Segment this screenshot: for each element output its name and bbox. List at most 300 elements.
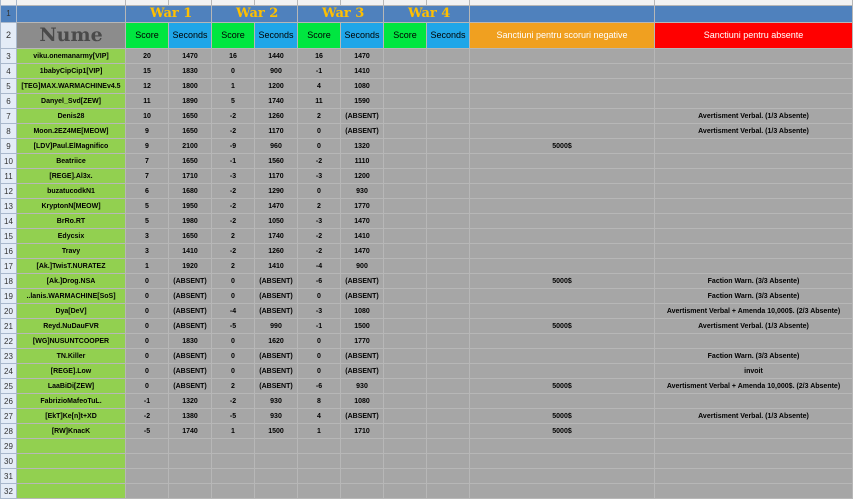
war-2-score-cell[interactable]: -2 — [212, 124, 255, 139]
negative-sanction-cell[interactable] — [470, 124, 655, 139]
war-4-score-cell[interactable] — [384, 289, 427, 304]
negative-sanctions-header[interactable]: Sanctiuni pentru scoruri negative — [470, 23, 655, 49]
war-3-score-cell[interactable]: 1 — [298, 424, 341, 439]
negative-sanction-cell[interactable] — [470, 169, 655, 184]
war-1-seconds-cell[interactable]: 1410 — [169, 244, 212, 259]
war-1-seconds-cell[interactable] — [169, 469, 212, 484]
war-3-seconds-cell[interactable] — [341, 469, 384, 484]
row-number[interactable]: 29 — [1, 439, 17, 454]
player-name-cell[interactable] — [17, 439, 126, 454]
war-1-score-cell[interactable]: 3 — [126, 244, 169, 259]
negative-sanction-cell[interactable] — [470, 439, 655, 454]
war-4-score-cell[interactable] — [384, 229, 427, 244]
war-1-seconds-cell[interactable]: (ABSENT) — [169, 274, 212, 289]
war-1-seconds-cell[interactable]: 1650 — [169, 154, 212, 169]
war-3-score-cell[interactable]: 2 — [298, 109, 341, 124]
war-4-score-cell[interactable] — [384, 94, 427, 109]
war-4-seconds-cell[interactable] — [427, 454, 470, 469]
war-banner-blank[interactable] — [17, 6, 126, 23]
war-1-score-cell[interactable]: 3 — [126, 229, 169, 244]
war-3-score-cell[interactable]: -2 — [298, 244, 341, 259]
war-4-score-cell[interactable] — [384, 439, 427, 454]
row-number[interactable]: 27 — [1, 409, 17, 424]
war-2-score-cell[interactable]: 0 — [212, 334, 255, 349]
war-1-score-cell[interactable] — [126, 454, 169, 469]
war-1-score-cell[interactable]: 0 — [126, 274, 169, 289]
war-4-score-cell[interactable] — [384, 244, 427, 259]
war-4-score-cell[interactable] — [384, 124, 427, 139]
war-4-seconds-cell[interactable] — [427, 424, 470, 439]
war-2-score-cell[interactable]: -5 — [212, 409, 255, 424]
player-name-cell[interactable]: FabrizioMafeoTuL. — [17, 394, 126, 409]
war-4-score-cell[interactable] — [384, 79, 427, 94]
war-3-seconds-cell[interactable]: (ABSENT) — [341, 349, 384, 364]
player-name-cell[interactable]: Travy — [17, 244, 126, 259]
negative-sanction-cell[interactable] — [470, 244, 655, 259]
war-1-seconds-cell[interactable]: (ABSENT) — [169, 379, 212, 394]
absence-sanction-cell[interactable] — [655, 184, 853, 199]
war-4-seconds-header[interactable]: Seconds — [427, 23, 470, 49]
war-3-score-cell[interactable] — [298, 469, 341, 484]
negative-sanction-cell[interactable] — [470, 109, 655, 124]
war-1-score-cell[interactable] — [126, 439, 169, 454]
war-4-score-cell[interactable] — [384, 484, 427, 499]
war-2-seconds-cell[interactable]: 1470 — [255, 199, 298, 214]
war-1-score-cell[interactable]: 0 — [126, 349, 169, 364]
negative-sanction-cell[interactable] — [470, 334, 655, 349]
war-2-seconds-cell[interactable]: 1740 — [255, 94, 298, 109]
war-4-seconds-cell[interactable] — [427, 199, 470, 214]
absence-sanction-cell[interactable]: Avertisment Verbal. (1/3 Absente) — [655, 409, 853, 424]
row-number[interactable]: 19 — [1, 289, 17, 304]
war-3-score-cell[interactable]: -3 — [298, 214, 341, 229]
war-1-score-cell[interactable]: 5 — [126, 214, 169, 229]
war-2-seconds-cell[interactable]: (ABSENT) — [255, 289, 298, 304]
war-3-seconds-cell[interactable]: 930 — [341, 379, 384, 394]
negative-sanction-cell[interactable] — [470, 229, 655, 244]
absence-sanction-cell[interactable]: Avertisment Verbal. (1/3 Absente) — [655, 124, 853, 139]
war-2-score-cell[interactable]: -2 — [212, 244, 255, 259]
war-3-seconds-cell[interactable]: 1080 — [341, 79, 384, 94]
absence-sanction-cell[interactable]: Faction Warn. (3/3 Absente) — [655, 289, 853, 304]
negative-sanction-cell[interactable] — [470, 64, 655, 79]
war-4-score-cell[interactable] — [384, 214, 427, 229]
war-1-seconds-cell[interactable] — [169, 454, 212, 469]
war-1-seconds-cell[interactable]: 2100 — [169, 139, 212, 154]
war-1-score-cell[interactable] — [126, 469, 169, 484]
war-2-seconds-cell[interactable]: 1050 — [255, 214, 298, 229]
war-2-seconds-header[interactable]: Seconds — [255, 23, 298, 49]
absence-sanction-cell[interactable]: Avertisment Verbal. (1/3 Absente) — [655, 319, 853, 334]
war-3-score-cell[interactable] — [298, 454, 341, 469]
player-name-cell[interactable]: [Ak.]Drog.NSA — [17, 274, 126, 289]
war-3-score-cell[interactable] — [298, 439, 341, 454]
player-name-cell[interactable]: KryptonN[MEOW] — [17, 199, 126, 214]
war-2-seconds-cell[interactable]: 1410 — [255, 259, 298, 274]
war-4-score-cell[interactable] — [384, 349, 427, 364]
war-1-seconds-cell[interactable]: 1890 — [169, 94, 212, 109]
war-3-seconds-cell[interactable]: 1770 — [341, 199, 384, 214]
absence-sanction-cell[interactable] — [655, 169, 853, 184]
player-name-cell[interactable]: LaaBiDi[ZEW] — [17, 379, 126, 394]
row-number[interactable]: 21 — [1, 319, 17, 334]
war-1-score-cell[interactable]: 6 — [126, 184, 169, 199]
war-1-seconds-cell[interactable]: (ABSENT) — [169, 364, 212, 379]
war-2-seconds-cell[interactable]: 930 — [255, 409, 298, 424]
war-1-score-cell[interactable]: -1 — [126, 394, 169, 409]
war-1-score-cell[interactable]: 0 — [126, 364, 169, 379]
war-1-score-cell[interactable]: 7 — [126, 169, 169, 184]
absence-sanction-cell[interactable] — [655, 259, 853, 274]
war-2-score-cell[interactable]: -5 — [212, 319, 255, 334]
absence-sanction-cell[interactable]: invoit — [655, 364, 853, 379]
row-number[interactable]: 16 — [1, 244, 17, 259]
row-number[interactable]: 18 — [1, 274, 17, 289]
row-number[interactable]: 14 — [1, 214, 17, 229]
war-3-score-cell[interactable]: 2 — [298, 199, 341, 214]
war-2-score-cell[interactable]: 5 — [212, 94, 255, 109]
row-number[interactable]: 4 — [1, 64, 17, 79]
war-4-seconds-cell[interactable] — [427, 214, 470, 229]
row-number[interactable]: 30 — [1, 454, 17, 469]
war-2-score-cell[interactable]: -9 — [212, 139, 255, 154]
absence-sanction-cell[interactable] — [655, 79, 853, 94]
row-number[interactable]: 20 — [1, 304, 17, 319]
negative-sanction-cell[interactable] — [470, 184, 655, 199]
war-3-seconds-cell[interactable]: (ABSENT) — [341, 289, 384, 304]
war-2-seconds-cell[interactable]: (ABSENT) — [255, 304, 298, 319]
row-number[interactable]: 17 — [1, 259, 17, 274]
war-4-seconds-cell[interactable] — [427, 79, 470, 94]
player-name-cell[interactable]: BrRo.RT — [17, 214, 126, 229]
player-name-cell[interactable]: [TEG]MAX.WARMACHINEv4.5 — [17, 79, 126, 94]
war-2-score-cell[interactable]: 0 — [212, 64, 255, 79]
war-4-seconds-cell[interactable] — [427, 379, 470, 394]
player-name-cell[interactable]: Denis28 — [17, 109, 126, 124]
absence-sanction-cell[interactable]: Faction Warn. (3/3 Absente) — [655, 274, 853, 289]
row-number[interactable]: 7 — [1, 109, 17, 124]
war-4-score-cell[interactable] — [384, 394, 427, 409]
war-3-score-cell[interactable]: 0 — [298, 184, 341, 199]
negative-sanction-cell[interactable]: 5000$ — [470, 409, 655, 424]
negative-sanction-cell[interactable] — [470, 259, 655, 274]
war-4-seconds-cell[interactable] — [427, 169, 470, 184]
war-4-seconds-cell[interactable] — [427, 289, 470, 304]
war-2-seconds-cell[interactable]: 1170 — [255, 124, 298, 139]
player-name-cell[interactable]: [RW]KnacK — [17, 424, 126, 439]
negative-sanction-cell[interactable] — [470, 79, 655, 94]
war-3-seconds-cell[interactable] — [341, 484, 384, 499]
war-4-score-cell[interactable] — [384, 364, 427, 379]
war-4-seconds-cell[interactable] — [427, 124, 470, 139]
player-name-cell[interactable]: TN.Killer — [17, 349, 126, 364]
war-1-score-cell[interactable]: 15 — [126, 64, 169, 79]
war-2-score-cell[interactable]: -2 — [212, 214, 255, 229]
war-3-seconds-cell[interactable]: 1770 — [341, 334, 384, 349]
absence-sanction-cell[interactable]: Faction Warn. (3/3 Absente) — [655, 349, 853, 364]
war-3-score-cell[interactable] — [298, 484, 341, 499]
absence-sanction-cell[interactable] — [655, 94, 853, 109]
war-4-score-cell[interactable] — [384, 139, 427, 154]
war-1-score-cell[interactable]: -2 — [126, 409, 169, 424]
absence-sanction-cell[interactable] — [655, 484, 853, 499]
war-2-score-cell[interactable] — [212, 439, 255, 454]
war-4-seconds-cell[interactable] — [427, 334, 470, 349]
player-name-cell[interactable]: Edycsix — [17, 229, 126, 244]
war-3-seconds-cell[interactable]: 1080 — [341, 304, 384, 319]
absence-sanction-cell[interactable] — [655, 244, 853, 259]
player-name-cell[interactable]: [REGE].Al3x. — [17, 169, 126, 184]
player-name-cell[interactable] — [17, 454, 126, 469]
row-number[interactable]: 22 — [1, 334, 17, 349]
war-2-seconds-cell[interactable]: 1260 — [255, 109, 298, 124]
row-number[interactable]: 15 — [1, 229, 17, 244]
war-3-seconds-cell[interactable]: 1590 — [341, 94, 384, 109]
row-number[interactable]: 2 — [1, 23, 17, 49]
player-name-cell[interactable]: [WG]NUSUNTCOOPER — [17, 334, 126, 349]
name-header[interactable]: Nume — [17, 23, 126, 49]
war-2-title[interactable]: War 2 — [212, 6, 298, 23]
war-3-seconds-cell[interactable]: 1110 — [341, 154, 384, 169]
war-4-score-cell[interactable] — [384, 259, 427, 274]
absence-sanction-cell[interactable]: Avertisment Verbal + Amenda 10,000$. (2/3 Absente) — [655, 304, 853, 319]
war-3-seconds-cell[interactable]: 900 — [341, 259, 384, 274]
war-4-seconds-cell[interactable] — [427, 94, 470, 109]
war-1-score-cell[interactable]: 0 — [126, 379, 169, 394]
war-2-score-cell[interactable] — [212, 484, 255, 499]
war-3-seconds-cell[interactable]: 1470 — [341, 214, 384, 229]
war-4-score-cell[interactable] — [384, 274, 427, 289]
negative-sanction-cell[interactable] — [470, 154, 655, 169]
player-name-cell[interactable]: [LDV]Paul.ElMagnifico — [17, 139, 126, 154]
war-1-score-cell[interactable] — [126, 484, 169, 499]
player-name-cell[interactable]: Danyel_Svd[ZEW] — [17, 94, 126, 109]
war-2-score-cell[interactable]: 2 — [212, 379, 255, 394]
war-2-seconds-cell[interactable]: 1500 — [255, 424, 298, 439]
war-1-seconds-cell[interactable]: 1980 — [169, 214, 212, 229]
war-3-seconds-cell[interactable]: 1080 — [341, 394, 384, 409]
war-1-seconds-cell[interactable] — [169, 484, 212, 499]
row-number[interactable]: 8 — [1, 124, 17, 139]
war-3-seconds-cell[interactable]: (ABSENT) — [341, 409, 384, 424]
war-4-score-cell[interactable] — [384, 304, 427, 319]
war-1-seconds-cell[interactable]: (ABSENT) — [169, 289, 212, 304]
war-2-seconds-cell[interactable] — [255, 484, 298, 499]
war-3-score-cell[interactable]: 16 — [298, 49, 341, 64]
war-1-score-cell[interactable]: 9 — [126, 139, 169, 154]
war-3-score-cell[interactable]: 0 — [298, 289, 341, 304]
war-1-score-cell[interactable]: 1 — [126, 259, 169, 274]
war-3-score-cell[interactable]: 0 — [298, 139, 341, 154]
war-2-seconds-cell[interactable]: 1740 — [255, 229, 298, 244]
player-name-cell[interactable]: Moon.2EZ4ME[MEOW] — [17, 124, 126, 139]
player-name-cell[interactable]: Reyd.NuDauFVR — [17, 319, 126, 334]
war-4-seconds-cell[interactable] — [427, 109, 470, 124]
negative-sanction-cell[interactable] — [470, 49, 655, 64]
war-3-score-cell[interactable]: 0 — [298, 364, 341, 379]
war-4-score-cell[interactable] — [384, 469, 427, 484]
war-1-score-cell[interactable]: 7 — [126, 154, 169, 169]
row-number[interactable]: 1 — [1, 6, 17, 23]
war-4-score-cell[interactable] — [384, 454, 427, 469]
war-4-seconds-cell[interactable] — [427, 274, 470, 289]
war-2-score-cell[interactable]: -3 — [212, 169, 255, 184]
war-4-seconds-cell[interactable] — [427, 244, 470, 259]
war-3-seconds-cell[interactable]: (ABSENT) — [341, 109, 384, 124]
war-2-score-cell[interactable]: 0 — [212, 349, 255, 364]
war-4-score-cell[interactable] — [384, 334, 427, 349]
war-4-seconds-cell[interactable] — [427, 319, 470, 334]
war-3-seconds-cell[interactable]: 1320 — [341, 139, 384, 154]
war-4-score-cell[interactable] — [384, 64, 427, 79]
war-1-seconds-cell[interactable]: 1470 — [169, 49, 212, 64]
war-4-score-cell[interactable] — [384, 109, 427, 124]
war-1-seconds-cell[interactable] — [169, 439, 212, 454]
negative-sanction-cell[interactable]: 5000$ — [470, 139, 655, 154]
war-2-score-cell[interactable]: 2 — [212, 229, 255, 244]
row-number[interactable]: 28 — [1, 424, 17, 439]
war-4-seconds-cell[interactable] — [427, 154, 470, 169]
row-number[interactable]: 13 — [1, 199, 17, 214]
war-2-seconds-cell[interactable]: 1170 — [255, 169, 298, 184]
war-3-score-cell[interactable]: -1 — [298, 64, 341, 79]
row-number[interactable]: 12 — [1, 184, 17, 199]
negative-sanction-cell[interactable]: 5000$ — [470, 424, 655, 439]
war-4-seconds-cell[interactable] — [427, 184, 470, 199]
war-3-seconds-cell[interactable]: 1200 — [341, 169, 384, 184]
absence-sanction-cell[interactable] — [655, 64, 853, 79]
war-3-score-cell[interactable]: 0 — [298, 349, 341, 364]
war-1-title[interactable]: War 1 — [126, 6, 212, 23]
war-2-score-cell[interactable]: -2 — [212, 109, 255, 124]
negative-sanction-cell[interactable]: 5000$ — [470, 319, 655, 334]
negative-sanction-cell[interactable] — [470, 214, 655, 229]
war-banner-blank[interactable] — [470, 6, 655, 23]
absence-sanction-cell[interactable] — [655, 439, 853, 454]
war-4-seconds-cell[interactable] — [427, 409, 470, 424]
war-4-seconds-cell[interactable] — [427, 49, 470, 64]
player-name-cell[interactable]: [REGE].Low — [17, 364, 126, 379]
war-3-score-cell[interactable]: 8 — [298, 394, 341, 409]
war-1-seconds-cell[interactable]: (ABSENT) — [169, 304, 212, 319]
negative-sanction-cell[interactable] — [470, 94, 655, 109]
war-4-title[interactable]: War 4 — [384, 6, 470, 23]
absence-sanction-cell[interactable] — [655, 214, 853, 229]
war-1-score-cell[interactable]: 0 — [126, 319, 169, 334]
war-2-score-cell[interactable]: 0 — [212, 289, 255, 304]
war-3-score-cell[interactable]: -2 — [298, 229, 341, 244]
war-banner-blank[interactable] — [655, 6, 853, 23]
player-name-cell[interactable] — [17, 469, 126, 484]
absence-sanction-cell[interactable] — [655, 394, 853, 409]
row-number[interactable]: 11 — [1, 169, 17, 184]
war-3-seconds-cell[interactable]: (ABSENT) — [341, 274, 384, 289]
absence-sanction-cell[interactable] — [655, 154, 853, 169]
war-4-score-cell[interactable] — [384, 184, 427, 199]
war-2-seconds-cell[interactable]: 990 — [255, 319, 298, 334]
war-4-seconds-cell[interactable] — [427, 259, 470, 274]
player-name-cell[interactable]: viku.onemanarmy[VIP] — [17, 49, 126, 64]
war-1-seconds-cell[interactable]: 1920 — [169, 259, 212, 274]
war-1-seconds-cell[interactable]: 1680 — [169, 184, 212, 199]
war-3-score-cell[interactable]: -3 — [298, 169, 341, 184]
war-2-seconds-cell[interactable]: 930 — [255, 394, 298, 409]
negative-sanction-cell[interactable] — [470, 364, 655, 379]
war-4-seconds-cell[interactable] — [427, 229, 470, 244]
war-4-seconds-cell[interactable] — [427, 64, 470, 79]
war-4-score-cell[interactable] — [384, 409, 427, 424]
war-1-score-cell[interactable]: 5 — [126, 199, 169, 214]
war-4-score-cell[interactable] — [384, 379, 427, 394]
war-2-seconds-cell[interactable]: (ABSENT) — [255, 349, 298, 364]
war-2-score-cell[interactable]: -1 — [212, 154, 255, 169]
negative-sanction-cell[interactable]: 5000$ — [470, 379, 655, 394]
war-2-seconds-cell[interactable] — [255, 469, 298, 484]
row-number[interactable]: 24 — [1, 364, 17, 379]
war-1-seconds-cell[interactable]: 1320 — [169, 394, 212, 409]
war-3-seconds-cell[interactable]: 1410 — [341, 229, 384, 244]
war-4-seconds-cell[interactable] — [427, 469, 470, 484]
row-number[interactable]: 3 — [1, 49, 17, 64]
war-2-score-cell[interactable]: -2 — [212, 199, 255, 214]
negative-sanction-cell[interactable] — [470, 454, 655, 469]
war-1-score-header[interactable]: Score — [126, 23, 169, 49]
war-4-seconds-cell[interactable] — [427, 439, 470, 454]
war-4-score-cell[interactable] — [384, 199, 427, 214]
war-3-score-cell[interactable]: -6 — [298, 379, 341, 394]
player-name-cell[interactable]: buzatucodkN1 — [17, 184, 126, 199]
war-1-score-cell[interactable]: 12 — [126, 79, 169, 94]
player-name-cell[interactable]: Dya[DeV] — [17, 304, 126, 319]
negative-sanction-cell[interactable] — [470, 304, 655, 319]
war-4-score-cell[interactable] — [384, 169, 427, 184]
war-3-title[interactable]: War 3 — [298, 6, 384, 23]
war-2-seconds-cell[interactable]: (ABSENT) — [255, 379, 298, 394]
war-2-score-cell[interactable]: 1 — [212, 424, 255, 439]
war-1-score-cell[interactable]: 20 — [126, 49, 169, 64]
war-4-score-cell[interactable] — [384, 319, 427, 334]
absence-sanction-cell[interactable] — [655, 229, 853, 244]
war-2-seconds-cell[interactable] — [255, 454, 298, 469]
row-number[interactable]: 9 — [1, 139, 17, 154]
war-1-seconds-cell[interactable]: (ABSENT) — [169, 349, 212, 364]
player-name-cell[interactable]: ..lanis.WARMACHINE[SoS] — [17, 289, 126, 304]
player-name-cell[interactable]: 1babyCipCip1[VIP] — [17, 64, 126, 79]
war-4-score-cell[interactable] — [384, 154, 427, 169]
player-name-cell[interactable]: [Ak.]TwisT.NURATEZ — [17, 259, 126, 274]
war-2-seconds-cell[interactable] — [255, 439, 298, 454]
row-number[interactable]: 6 — [1, 94, 17, 109]
negative-sanction-cell[interactable] — [470, 349, 655, 364]
war-2-score-cell[interactable]: -4 — [212, 304, 255, 319]
war-1-seconds-cell[interactable]: 1650 — [169, 124, 212, 139]
war-1-seconds-cell[interactable]: 1650 — [169, 109, 212, 124]
war-3-seconds-cell[interactable]: 1470 — [341, 49, 384, 64]
absence-sanction-cell[interactable]: Avertisment Verbal. (1/3 Absente) — [655, 109, 853, 124]
negative-sanction-cell[interactable]: 5000$ — [470, 274, 655, 289]
war-4-seconds-cell[interactable] — [427, 394, 470, 409]
row-number[interactable]: 10 — [1, 154, 17, 169]
war-2-seconds-cell[interactable]: 1290 — [255, 184, 298, 199]
war-1-seconds-cell[interactable]: 1800 — [169, 79, 212, 94]
absence-sanction-cell[interactable] — [655, 139, 853, 154]
war-2-score-cell[interactable]: 16 — [212, 49, 255, 64]
war-2-score-cell[interactable]: -2 — [212, 184, 255, 199]
war-2-seconds-cell[interactable]: 900 — [255, 64, 298, 79]
war-2-score-cell[interactable]: 2 — [212, 259, 255, 274]
war-2-seconds-cell[interactable]: 1560 — [255, 154, 298, 169]
war-4-seconds-cell[interactable] — [427, 139, 470, 154]
